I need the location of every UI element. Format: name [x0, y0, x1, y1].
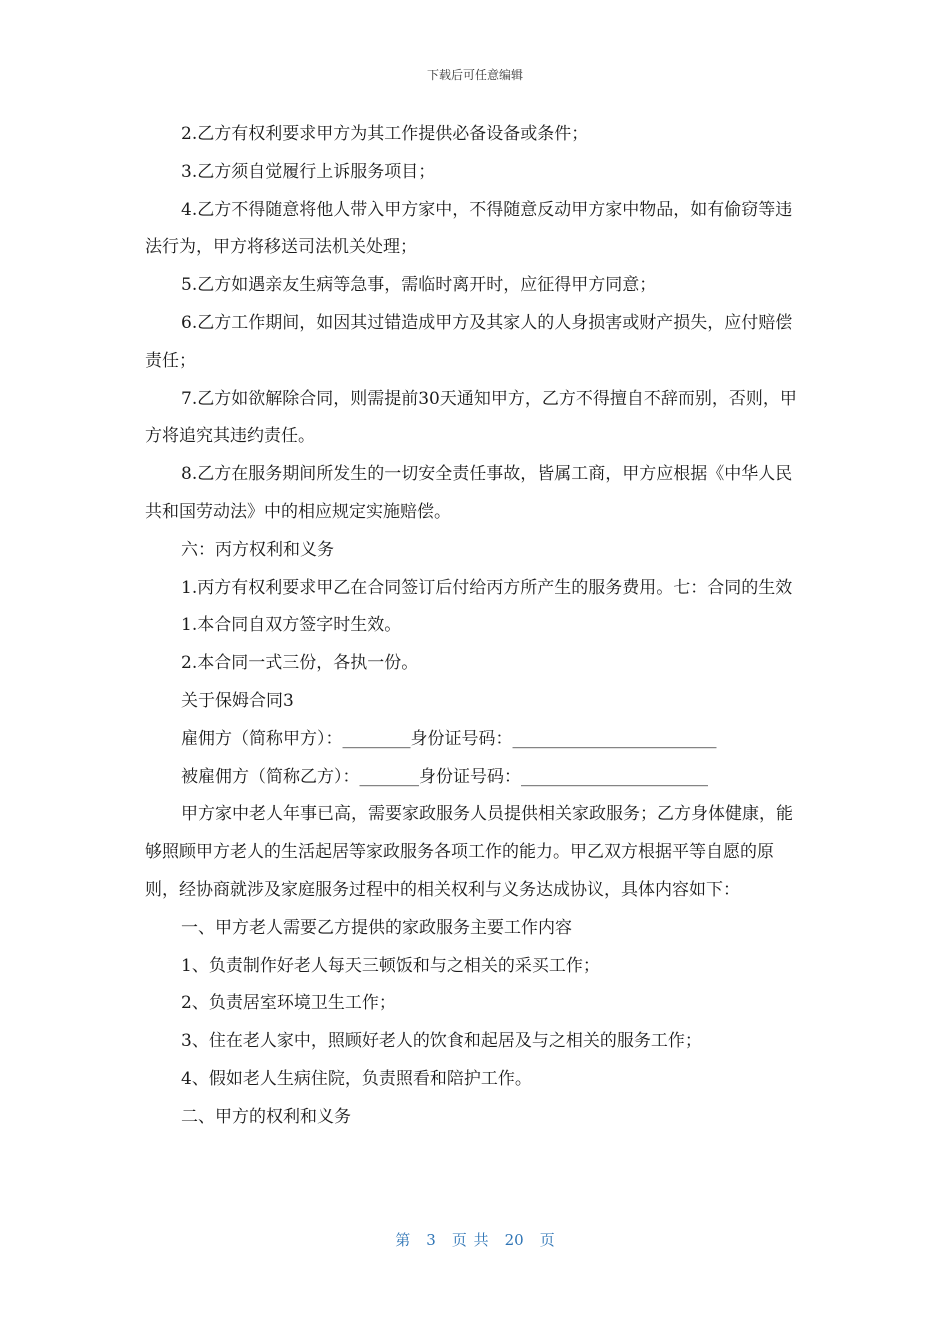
- footer-total-pages: 20: [504, 1231, 524, 1249]
- paragraph: 甲方家中老人年事已高，需要家政服务人员提供相关家政服务；乙方身体健康，能够照顾甲方老人的生活起居等家政服务各项工作的能力。甲乙双方根据平等自愿的原则，经协商就涉及家庭服务过程中的相关权利与义务达成协议，具体内容如下：: [145, 804, 793, 900]
- paragraph: 六：丙方权利和义务: [181, 539, 334, 560]
- paragraph: 5.乙方如遇亲友生病等急事，需临时离开时，应征得甲方同意；: [181, 275, 657, 296]
- paragraph: 2.乙方有权利要求甲方为其工作提供必备设备或条件；: [181, 124, 589, 144]
- paragraph: 8.乙方在服务期间所发生的一切安全责任事故，皆属工商，甲方应根据《中华人民共和国劳动法》中的相应规定实施赔偿。: [145, 464, 793, 522]
- paragraph: 雇佣方（简称甲方）：________身份证号码：________________________: [181, 728, 717, 749]
- paragraph: 2.本合同一式三份，各执一份。: [181, 653, 419, 674]
- paragraph: 1、负责制作好老人每天三顿饭和与之相关的采买工作；: [181, 955, 600, 976]
- paragraph: 1.本合同自双方签字时生效。: [181, 615, 402, 636]
- paragraph: 二、甲方的权利和义务: [181, 1106, 351, 1127]
- paragraph: 1.丙方有权利要求甲乙在合同签订后付给丙方所产生的服务费用。七：合同的生效: [181, 577, 793, 598]
- footer-current-page: 3: [426, 1231, 436, 1249]
- document-body: [145, 116, 805, 1137]
- footer-label-ye: 页: [539, 1231, 555, 1249]
- paragraph: 3.乙方须自觉履行上诉服务项目；: [181, 161, 436, 182]
- paragraph: 3、住在老人家中，照顾好老人的饮食和起居及与之相关的服务工作；: [181, 1031, 702, 1052]
- paragraph: 2、负责居室环境卫生工作；: [181, 993, 396, 1014]
- paragraph: 7.乙方如欲解除合同，则需提前30天通知甲方，乙方不得擅自不辞而别，否则，甲方将追究其违约责任。: [145, 388, 797, 447]
- footer-label-ye-gong: 页 共: [451, 1231, 489, 1249]
- paragraph: 一、甲方老人需要乙方提供的家政服务主要工作内容: [181, 917, 572, 938]
- paragraph: 被雇佣方（简称乙方）：_______身份证号码：______________________: [181, 766, 708, 787]
- page-header-note: 下载后可任意编辑: [426, 68, 523, 82]
- paragraph: 关于保姆合同3: [181, 690, 294, 711]
- page-footer: [0, 1229, 950, 1250]
- footer-label-di: 第: [395, 1231, 411, 1249]
- paragraph: 6.乙方工作期间，如因其过错造成甲方及其家人的人身损害或财产损失，应付赔偿责任；: [145, 312, 793, 371]
- paragraph: 4、假如老人生病住院，负责照看和陪护工作。: [181, 1068, 532, 1089]
- paragraph: 4.乙方不得随意将他人带入甲方家中，不得随意反动甲方家中物品，如有偷窃等违法行为，甲方将移送司法机关处理；: [145, 199, 793, 258]
